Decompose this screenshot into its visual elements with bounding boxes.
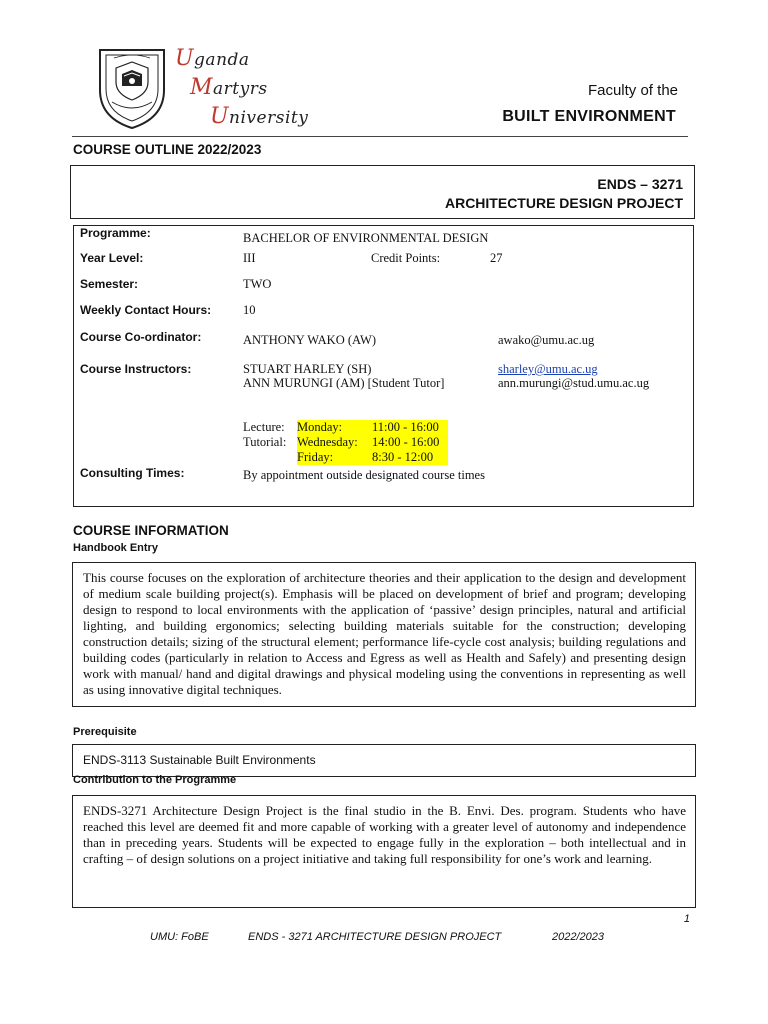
coordinator-name: ANTHONY WAKO (AW) xyxy=(243,333,377,347)
footer-left: UMU: FoBE xyxy=(150,931,209,943)
programme-value: BACHELOR OF ENVIRONMENTAL DESIGN xyxy=(243,231,489,245)
programme-label: Programme: xyxy=(80,226,151,240)
lecture-schedule xyxy=(297,420,448,435)
page-number: 1 xyxy=(683,913,690,925)
instructor-1-name: STUART HARLEY (SH) xyxy=(243,362,372,376)
tutorial-day-2: Friday: xyxy=(297,450,334,464)
tutorial-schedule-wednesday xyxy=(297,435,448,450)
contribution-box xyxy=(72,795,696,908)
prerequisite-heading: Prerequisite xyxy=(73,726,137,738)
course-code: ENDS – 3271 xyxy=(597,176,683,192)
tutorial-schedule-friday xyxy=(297,450,448,465)
instructor-2-email: ann.murungi@stud.umu.ac.ug xyxy=(498,376,650,390)
faculty-name: BUILT ENVIRONMENT xyxy=(502,108,676,125)
credit-points-label: Credit Points: xyxy=(371,251,441,265)
lecture-label: Lecture: xyxy=(243,420,285,434)
footer-center: ENDS - 3271 ARCHITECTURE DESIGN PROJECT xyxy=(248,931,502,943)
handbook-entry-text: This course focuses on the exploration of architecture theories and their application to the design and development of medium scale building project(s). Emphasis will be placed on development of brief and program; developing design to respond to local environments with the application of ‘passive’ design principles, natural and artificial lighting, and building ergonomics; selecting building materials suitable for the construction; developing construction details; sizing of the structural element; performance life-cycle cost analysis; building regulations and building codes (particularly in relation to Access and Egress as well as Health and Safely) and presenting design work with manual/ hand and digital drawings and physical modeling using the conventions in representing as well as using innovative digital techniques. xyxy=(83,570,686,697)
credit-points-value: 27 xyxy=(490,251,503,265)
prerequisite-text: ENDS-3113 Sustainable Built Environments xyxy=(83,753,316,767)
consulting-label: Consulting Times: xyxy=(80,466,185,480)
instructors-label: Course Instructors: xyxy=(80,362,192,376)
contact-hours-label: Weekly Contact Hours: xyxy=(80,303,212,317)
tutorial-label: Tutorial: xyxy=(243,435,287,449)
university-name-line-3: University xyxy=(210,104,309,129)
university-name-line-2: Martyrs xyxy=(190,75,268,100)
contribution-text: ENDS-3271 Architecture Design Project is the final studio in the B. Envi. Des. program. Students who have reached this level are deemed fit and more capable of working with a greater level of autonomy and independence than in preceding years. Students will be expected to engage fully in the exploration – both intellectual and in crafting – of design solutions on a project initiative and taking full responsibility for one’s work and learning. xyxy=(83,803,686,866)
header-divider xyxy=(72,136,688,137)
semester-label: Semester: xyxy=(80,277,139,291)
tutorial-time-2: 8:30 - 12:00 xyxy=(372,450,434,464)
instructor-2-name: ANN MURUNGI (AM) [Student Tutor] xyxy=(243,376,445,390)
course-name: ARCHITECTURE DESIGN PROJECT xyxy=(444,195,683,211)
tutorial-day-1: Wednesday: xyxy=(297,435,358,449)
lecture-day: Monday: xyxy=(297,420,343,434)
prerequisite-box xyxy=(72,744,696,777)
year-level-value: III xyxy=(243,251,256,265)
coordinator-label: Course Co-ordinator: xyxy=(80,330,202,344)
handbook-entry-heading: Handbook Entry xyxy=(73,542,158,554)
contribution-heading: Contribution to the Programme xyxy=(73,774,237,786)
footer-right: 2022/2023 xyxy=(552,931,604,943)
course-information-heading: COURSE INFORMATION xyxy=(73,523,229,538)
coordinator-email: awako@umu.ac.ug xyxy=(498,333,595,347)
semester-value: TWO xyxy=(243,277,272,291)
handbook-entry-box xyxy=(72,562,696,707)
contact-hours-value: 10 xyxy=(243,303,256,317)
university-seal-logo xyxy=(92,44,172,130)
instructor-1-email-link[interactable]: sharley@umu.ac.ug xyxy=(498,362,598,376)
faculty-of-label: Faculty of the xyxy=(587,82,678,99)
year-level-label: Year Level: xyxy=(80,251,144,265)
consulting-value: By appointment outside designated course times xyxy=(243,468,485,482)
tutorial-time-1: 14:00 - 16:00 xyxy=(372,435,440,449)
outline-title: COURSE OUTLINE 2022/2023 xyxy=(73,142,262,157)
lecture-time: 11:00 - 16:00 xyxy=(372,420,439,434)
university-name-line-1: Uganda xyxy=(175,46,250,71)
